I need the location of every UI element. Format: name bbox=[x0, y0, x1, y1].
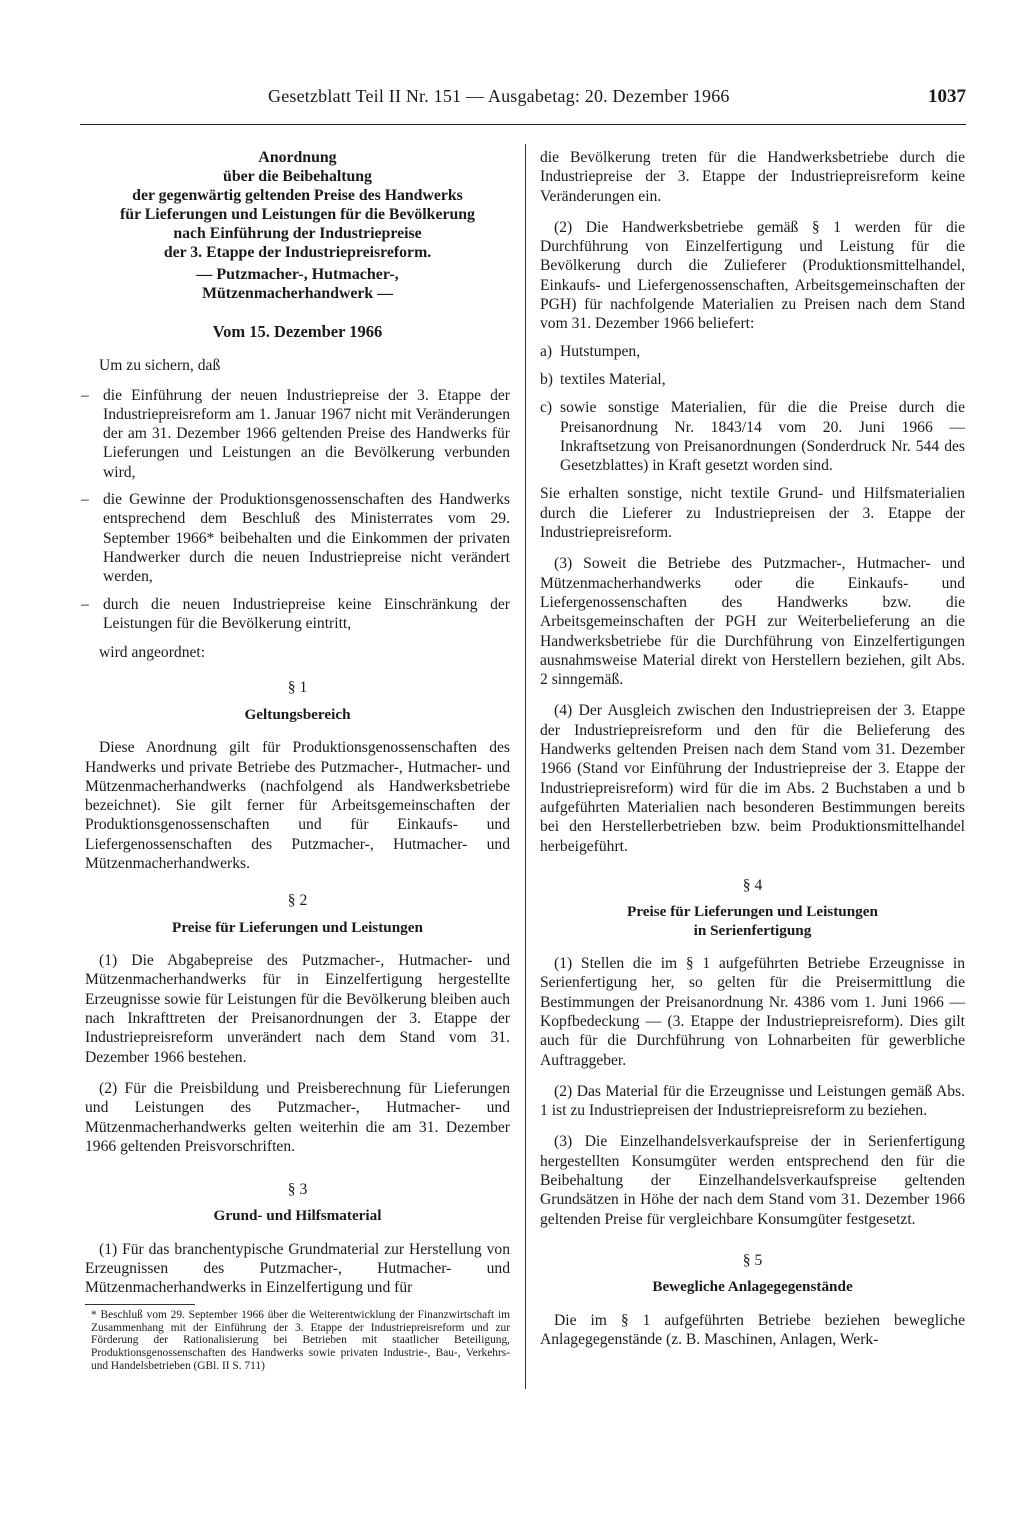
title-line: für Lieferungen und Leistungen für die Bevölkerung bbox=[120, 206, 475, 223]
header-rule bbox=[80, 124, 966, 125]
section-heading bbox=[540, 903, 965, 940]
section-number: § 4 bbox=[742, 876, 763, 894]
section-number: § 2 bbox=[287, 892, 308, 910]
section-number: § 3 bbox=[287, 1181, 308, 1199]
section-paragraph: Die im § 1 aufgeführten Betriebe beziehen bewegliche Anlagegegenstände (z. B. Maschinen, Anlagen, Werk- bbox=[540, 1311, 965, 1349]
list-label: a) bbox=[540, 342, 553, 360]
list-item-text: sowie sonstige Materialien, für die die Preise durch die Preisanordnung Nr. 1843/14 vom 20. Juni 1966 — Inkraftsetzung von Preisanordnungen (Sonderdruck Nr. 544 des Gesetzblattes) in Kraft gesetzt worden sind. bbox=[560, 399, 965, 475]
footnote-rule bbox=[85, 1304, 195, 1305]
title-line: nach Einführung der Industriepreise bbox=[173, 225, 422, 242]
section-paragraph: (4) Der Ausgleich zwischen den Industriepreisen der 3. Etappe der Industriepreisreform und den für die Belieferung des Handwerks geltenden Preisen nach dem Stand vom 31. Dezember 1966 (Stand vor Einführung der Industriepreise der 3. Etappe der Industriepreisreform) wird für die im Abs. 2 Buchstaben a und b aufgeführten Materialien nach besonderen Bestimmungen bereits bei den Herstellerbetrieben bzw. beim Produktionsmittelhandel herbeigeführt. bbox=[540, 702, 965, 855]
subtitle-line: — Putzmacher-, Hutmacher-, bbox=[196, 266, 399, 283]
dash-list bbox=[81, 386, 510, 634]
subtitle-line: Mützenmacherhandwerk — bbox=[202, 285, 393, 302]
dash-item-text: durch die neuen Industriepreise keine Einschränkung der Leistungen für die Bevölkerung eintritt, bbox=[103, 595, 510, 632]
dash-marker: – bbox=[81, 491, 89, 509]
section-heading-line: Preise für Lieferungen und Leistungen bbox=[627, 903, 878, 921]
dash-item bbox=[81, 595, 510, 634]
section-heading-line: in Serienfertigung bbox=[693, 921, 812, 939]
section-paragraph: (3) Die Einzelhandelsverkaufspreise der in Serienfertigung hergestellten Konsumgüter werden entsprechend den für die Beibehaltung der Einzelhandelsverkaufspreise geltenden Grundsätzen in Höhe der nach dem Stand vom 31. Dezember 1966 geltenden Preise für vergleichbare Konsumgüter festgesetzt. bbox=[540, 1133, 965, 1228]
section-paragraph: (2) Die Handwerksbetriebe gemäß § 1 werden für die Durchführung von Einzelfertigung und Leistung für die Bevölkerung durch die Zulieferer (Produktionsmittelhandel, Einkaufs- und Liefergenossenschaften, Arbeitsgemeinschaften der PGH) für nachfolgende Materialien zu Preisen nach dem Stand vom 31. Dezember 1966 beliefert: bbox=[540, 218, 965, 333]
material-list bbox=[540, 342, 965, 476]
section-paragraph: (1) Für das branchentypische Grundmaterial zur Herstellung von Erzeugnissen des Putzmacher-, Hutmacher- und Mützenmacherhandwerks in Einzelfertigung und für bbox=[85, 1240, 510, 1297]
column-divider bbox=[525, 144, 526, 1389]
section-paragraph: Diese Anordnung gilt für Produktionsgenossenschaften des Handwerks und private Betriebe des Putzmacher-, Hutmacher- und Mützenmacherhandwerks (nachfolgend als Handwerksbetriebe bezeichnet). Sie gilt ferner für Arbeitsgemeinschaften der Produktionsgenossenschaften und für Einkaufs- und Liefergenossenschaften des Putzmacher-, Hutmacher- und Mützenmacherhandwerks. bbox=[85, 739, 510, 873]
right-column bbox=[540, 148, 965, 1349]
section-heading: Preise für Lieferungen und Leistungen bbox=[172, 918, 423, 936]
section-number: § 1 bbox=[287, 679, 308, 697]
dash-item bbox=[81, 386, 510, 482]
ordinance-date: Vom 15. Dezember 1966 bbox=[212, 322, 383, 341]
left-column bbox=[81, 148, 510, 1373]
footnote: * Beschluß vom 29. September 1966 über die Weiterentwicklung der Finanzwirtschaft im Zusammenhang mit der Einführung der 3. Etappe der Industriepreisreform und zur Förderung der Rationalisierung bei Betrieben mit staatlicher Beteiligung, Produktionsgenossenschaften des Handwerks sowie privaten Industrie-, Bau-, Verkehrs- und Handelsbetrieben (GBl. II S. 711) bbox=[91, 1308, 510, 1372]
ordered-text: wird angeordnet: bbox=[99, 644, 206, 662]
list-label: b) bbox=[540, 370, 553, 388]
title-line: über die Beibehaltung bbox=[223, 168, 372, 185]
dash-marker: – bbox=[81, 595, 89, 613]
dash-item-text: die Einführung der neuen Industriepreise der 3. Etappe der Industriepreisreform am 1. Januar 1967 nicht mit Veränderungen der am 31. Dezember 1966 geltenden Preise des Handwerks für Lieferungen und Leistungen an die Bevölkerung verbunden wird, bbox=[103, 386, 510, 481]
list-item bbox=[540, 398, 965, 475]
section-heading: Grund- und Hilfsmaterial bbox=[213, 1207, 382, 1225]
section-paragraph: (2) Für die Preisbildung und Preisberechnung für Lieferungen und Leistungen des Putzmacher-, Hutmacher- und Mützenmacherhandwerks gelten weiterhin die am 31. Dezember 1966 geltenden Preisvorschriften. bbox=[85, 1079, 510, 1155]
page-number: 1037 bbox=[928, 86, 966, 107]
dash-item bbox=[81, 490, 510, 586]
section-paragraph: Sie erhalten sonstige, nicht textile Grund- und Hilfsmaterialien durch die Lieferer zu Industriepreisen der 3. Etappe der Industriepreisreform. bbox=[540, 485, 965, 542]
section-heading: Bewegliche Anlagegegenstände bbox=[652, 1278, 853, 1296]
dash-item-text: die Gewinne der Produktionsgenossenschaften des Handwerks entsprechend dem Beschluß des Ministerrates vom 29. September 1966* beibehalten und die Einkommen der privaten Handwerker durch die neuen Industriepreise nicht verändert werden, bbox=[103, 491, 510, 586]
section-heading: Geltungsbereich bbox=[244, 705, 351, 723]
section-paragraph: (1) Die Abgabepreise des Putzmacher-, Hutmacher- und Mützenmacherhandwerks für in Einzelfertigung hergestellte Erzeugnisse sowie für Leistungen für die Bevölkerung bleiben auch nach Inkrafttreten der Preisanordnungen der 3. Etappe der Industriepreisreform unverändert nach dem Stand vom 31. Dezember 1966 bestehen. bbox=[85, 952, 510, 1066]
running-title: Gesetzblatt Teil II Nr. 151 — Ausgabetag: 20. Dezember 1966 bbox=[268, 86, 730, 106]
list-item bbox=[540, 370, 965, 389]
list-label: c) bbox=[540, 399, 553, 417]
section-paragraph: (3) Soweit die Betriebe des Putzmacher-, Hutmacher- und Mützenmacherhandwerks oder die Einkaufs- und Liefergenossenschaften des Handwerks bzw. die Arbeitsgemeinschaften der PGH zur Weiterbelieferung an die Handwerksbetriebe für die Durchführung von Einzelfertigungen ausnahmsweise Material direkt von Herstellern beziehen, gilt Abs. 2 sinngemäß. bbox=[540, 555, 965, 689]
ordinance-title bbox=[85, 148, 510, 303]
section-paragraph: (2) Das Material für die Erzeugnisse und Leistungen gemäß Abs. 1 ist zu Industriepreisen der Industriepreisreform zu beziehen. bbox=[540, 1082, 965, 1120]
title-line: der gegenwärtig geltenden Preise des Handwerks bbox=[132, 187, 463, 204]
title-line: Anordnung bbox=[258, 149, 337, 166]
section-number: § 5 bbox=[742, 1251, 763, 1269]
intro-text: Um zu sichern, daß bbox=[99, 357, 221, 375]
list-item-text: textiles Material, bbox=[560, 370, 666, 388]
list-item bbox=[540, 342, 965, 361]
dash-marker: – bbox=[81, 386, 89, 404]
section-paragraph: (1) Stellen die im § 1 aufgeführten Betriebe Erzeugnisse in Serienfertigung her, so gelten für die Preisermittlung die Bestimmungen der Preisanordnung Nr. 4386 vom 1. Juni 1966 — Kopfbedeckung — (3. Etappe der Industriepreisreform). Dies gilt auch für die Durchführung von Lohnarbeiten für gewerbliche Auftraggeber. bbox=[540, 955, 965, 1069]
list-item-text: Hutstumpen, bbox=[560, 342, 641, 360]
title-line: der 3. Etappe der Industriepreisreform. bbox=[163, 244, 432, 261]
section-paragraph: die Bevölkerung treten für die Handwerksbetriebe durch die Industriepreise der 3. Etappe der Industriepreisreform keine Veränderungen ein. bbox=[540, 149, 965, 205]
